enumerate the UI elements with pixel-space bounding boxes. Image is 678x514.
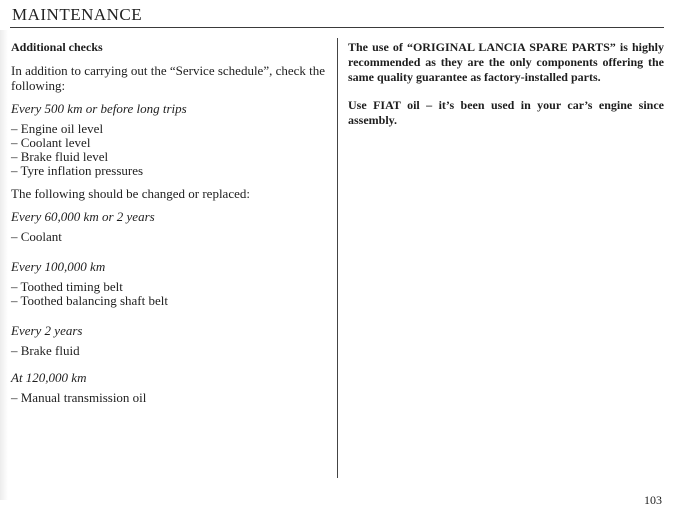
list-item: – Brake fluid level: [11, 149, 109, 164]
schedule-interval: Every 60,000 km or 2 years: [11, 209, 155, 224]
header-rule: [10, 27, 664, 28]
list-item: – Tyre inflation pressures: [11, 163, 144, 178]
section-subtitle: Additional checks: [11, 40, 103, 54]
list-item: – Toothed timing belt: [11, 279, 123, 294]
spare-parts-paragraph: The use of “ORIGINAL LANCIA SPARE PARTS” is highly recommended as they are the only components offering the same quality guarantee as factory-installed parts.: [348, 40, 664, 84]
oil-paragraph: Use FIAT oil – it’s been used in your car’s engine since assembly.: [348, 98, 664, 127]
list-item: – Coolant level: [11, 135, 91, 150]
left-column: [11, 40, 329, 405]
schedule-list: [11, 344, 329, 358]
schedule-list: [11, 280, 329, 308]
check-list: [11, 122, 329, 178]
schedule-list: [11, 391, 329, 405]
scan-shadow: [0, 30, 8, 500]
check-interval: Every 500 km or before long trips: [11, 101, 187, 116]
page-title: MAINTENANCE: [12, 5, 143, 24]
schedule-list: [11, 230, 329, 244]
right-column: [348, 40, 664, 141]
list-item: – Brake fluid: [11, 343, 80, 358]
list-item: – Coolant: [11, 229, 62, 244]
page-number: 103: [644, 493, 662, 507]
list-item: – Toothed balancing shaft belt: [11, 293, 168, 308]
list-item: – Manual transmission oil: [11, 390, 147, 405]
schedule-interval: Every 2 years: [11, 323, 83, 338]
schedule-interval: Every 100,000 km: [11, 259, 106, 274]
column-divider: [337, 38, 338, 478]
replace-intro: The following should be changed or replaced:: [11, 186, 250, 201]
intro-paragraph: In addition to carrying out the “Service schedule”, check the following:: [11, 63, 326, 93]
list-item: – Engine oil level: [11, 121, 104, 136]
schedule-interval: At 120,000 km: [11, 370, 87, 385]
